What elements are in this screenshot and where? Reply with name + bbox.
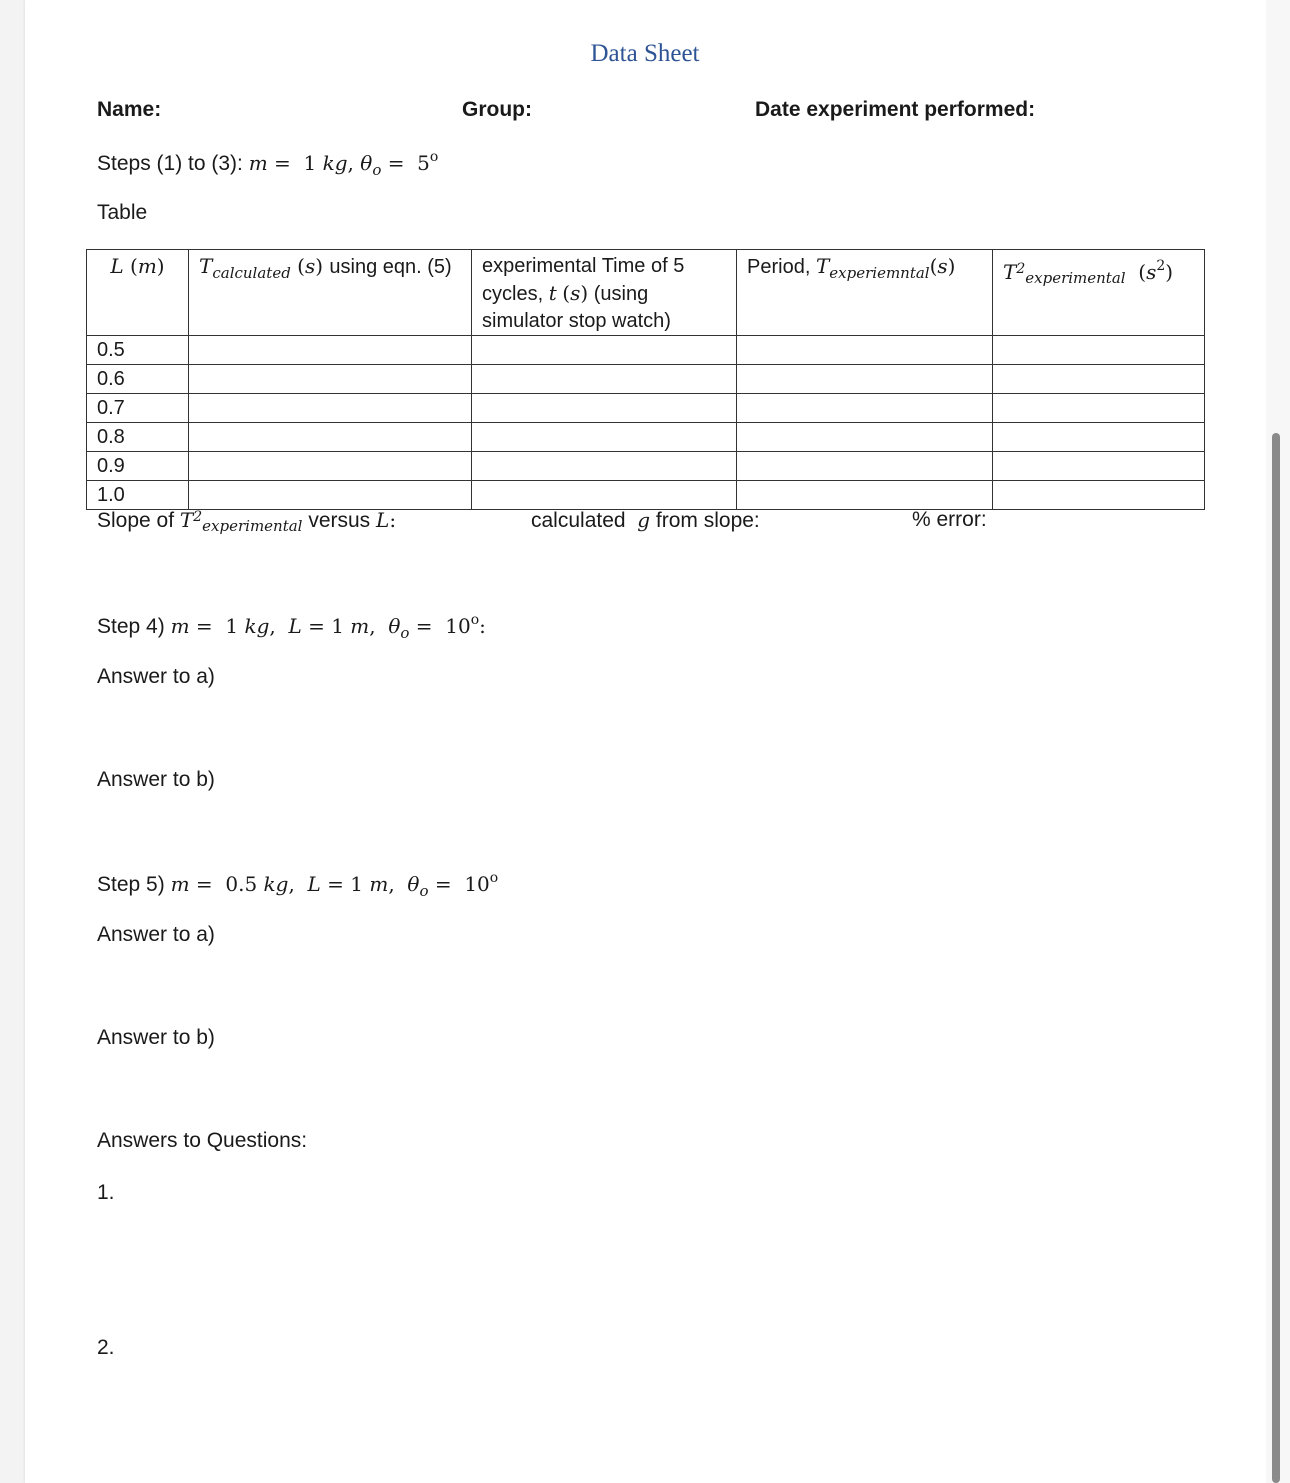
t-calculated-cell[interactable]: [189, 336, 472, 365]
step4-answer-b: Answer to b): [97, 768, 215, 791]
document-page: [25, 0, 1266, 1483]
table-header-row: [87, 250, 1205, 336]
scrollbar-thumb[interactable]: [1272, 433, 1280, 1483]
questions-heading: Answers to Questions:: [97, 1129, 308, 1152]
period-cell[interactable]: [737, 423, 993, 452]
t-squared-cell[interactable]: [993, 365, 1205, 394]
t-calculated-cell[interactable]: [189, 365, 472, 394]
step5-answer-a: Answer to a): [97, 923, 215, 946]
t-squared-cell[interactable]: [993, 394, 1205, 423]
table-row: [87, 394, 1205, 423]
step4-answer-a: Answer to a): [97, 665, 215, 688]
t-squared-cell[interactable]: [993, 452, 1205, 481]
date-label: Date experiment performed:: [755, 98, 1036, 121]
percent-error-label: % error:: [912, 508, 987, 531]
table-row: [87, 365, 1205, 394]
col-header-period: Period, $T_{experiemntal}(s)$: [737, 250, 993, 336]
experimental-time-cell[interactable]: [472, 394, 737, 423]
col-header-experimental-time: experimental Time of 5 cycles, t (s) (using simulator stop watch): [472, 250, 737, 336]
length-cell: 0.9: [87, 452, 189, 481]
length-cell: 1.0: [87, 481, 189, 510]
document-title: Data Sheet: [590, 40, 700, 67]
name-label: Name:: [97, 98, 162, 121]
step5-line: Step 5) m = 0.5 kg, L = 1 m, $\theta_o = 10^o$: [97, 870, 499, 900]
table-row: [87, 481, 1205, 510]
t-calculated-cell[interactable]: [189, 452, 472, 481]
experimental-time-cell[interactable]: [472, 365, 737, 394]
length-cell: 0.7: [87, 394, 189, 423]
steps-1-3-math: m: [248, 151, 268, 175]
slope-label: Slope of $T^2_{experimental}$ versus L:: [97, 508, 397, 535]
t-calculated-cell[interactable]: [189, 481, 472, 510]
steps-1-3-label: Steps (1) to (3):: [97, 152, 243, 175]
period-cell[interactable]: [737, 481, 993, 510]
t-squared-cell[interactable]: [993, 481, 1205, 510]
calculated-g-label: calculated g from slope:: [531, 508, 760, 532]
t-squared-cell[interactable]: [993, 336, 1205, 365]
data-table: [86, 249, 1205, 510]
t-squared-cell[interactable]: [993, 423, 1205, 452]
t-calculated-cell[interactable]: [189, 423, 472, 452]
period-cell[interactable]: [737, 336, 993, 365]
table-row: [87, 336, 1205, 365]
table-row: [87, 423, 1205, 452]
experimental-time-cell[interactable]: [472, 481, 737, 510]
table-caption: Table: [97, 201, 148, 224]
step5-answer-b: Answer to b): [97, 1026, 215, 1049]
experimental-time-cell[interactable]: [472, 423, 737, 452]
length-cell: 0.8: [87, 423, 189, 452]
experimental-time-cell[interactable]: [472, 452, 737, 481]
question-item: 2.: [97, 1336, 115, 1359]
col-header-length: L (m): [87, 250, 189, 336]
col-header-t-calculated: $T_{calculated}$ (s) using eqn. (5): [189, 250, 472, 336]
period-cell[interactable]: [737, 394, 993, 423]
experimental-time-cell[interactable]: [472, 336, 737, 365]
length-cell: 0.6: [87, 365, 189, 394]
steps-1-3-line: Steps (1) to (3): m = 1 kg, $\theta_o = 5^o$: [97, 149, 439, 179]
step4-line: Step 4) m = 1 kg, L = 1 m, $\theta_o = 10^o$:: [97, 612, 486, 642]
period-cell[interactable]: [737, 365, 993, 394]
table-row: [87, 452, 1205, 481]
period-cell[interactable]: [737, 452, 993, 481]
group-label: Group:: [462, 98, 532, 121]
length-cell: 0.5: [87, 336, 189, 365]
t-calculated-cell[interactable]: [189, 394, 472, 423]
question-item: 1.: [97, 1181, 115, 1204]
col-header-t-squared: $T^2_{experimental}$ $(s^2)$: [993, 250, 1205, 336]
